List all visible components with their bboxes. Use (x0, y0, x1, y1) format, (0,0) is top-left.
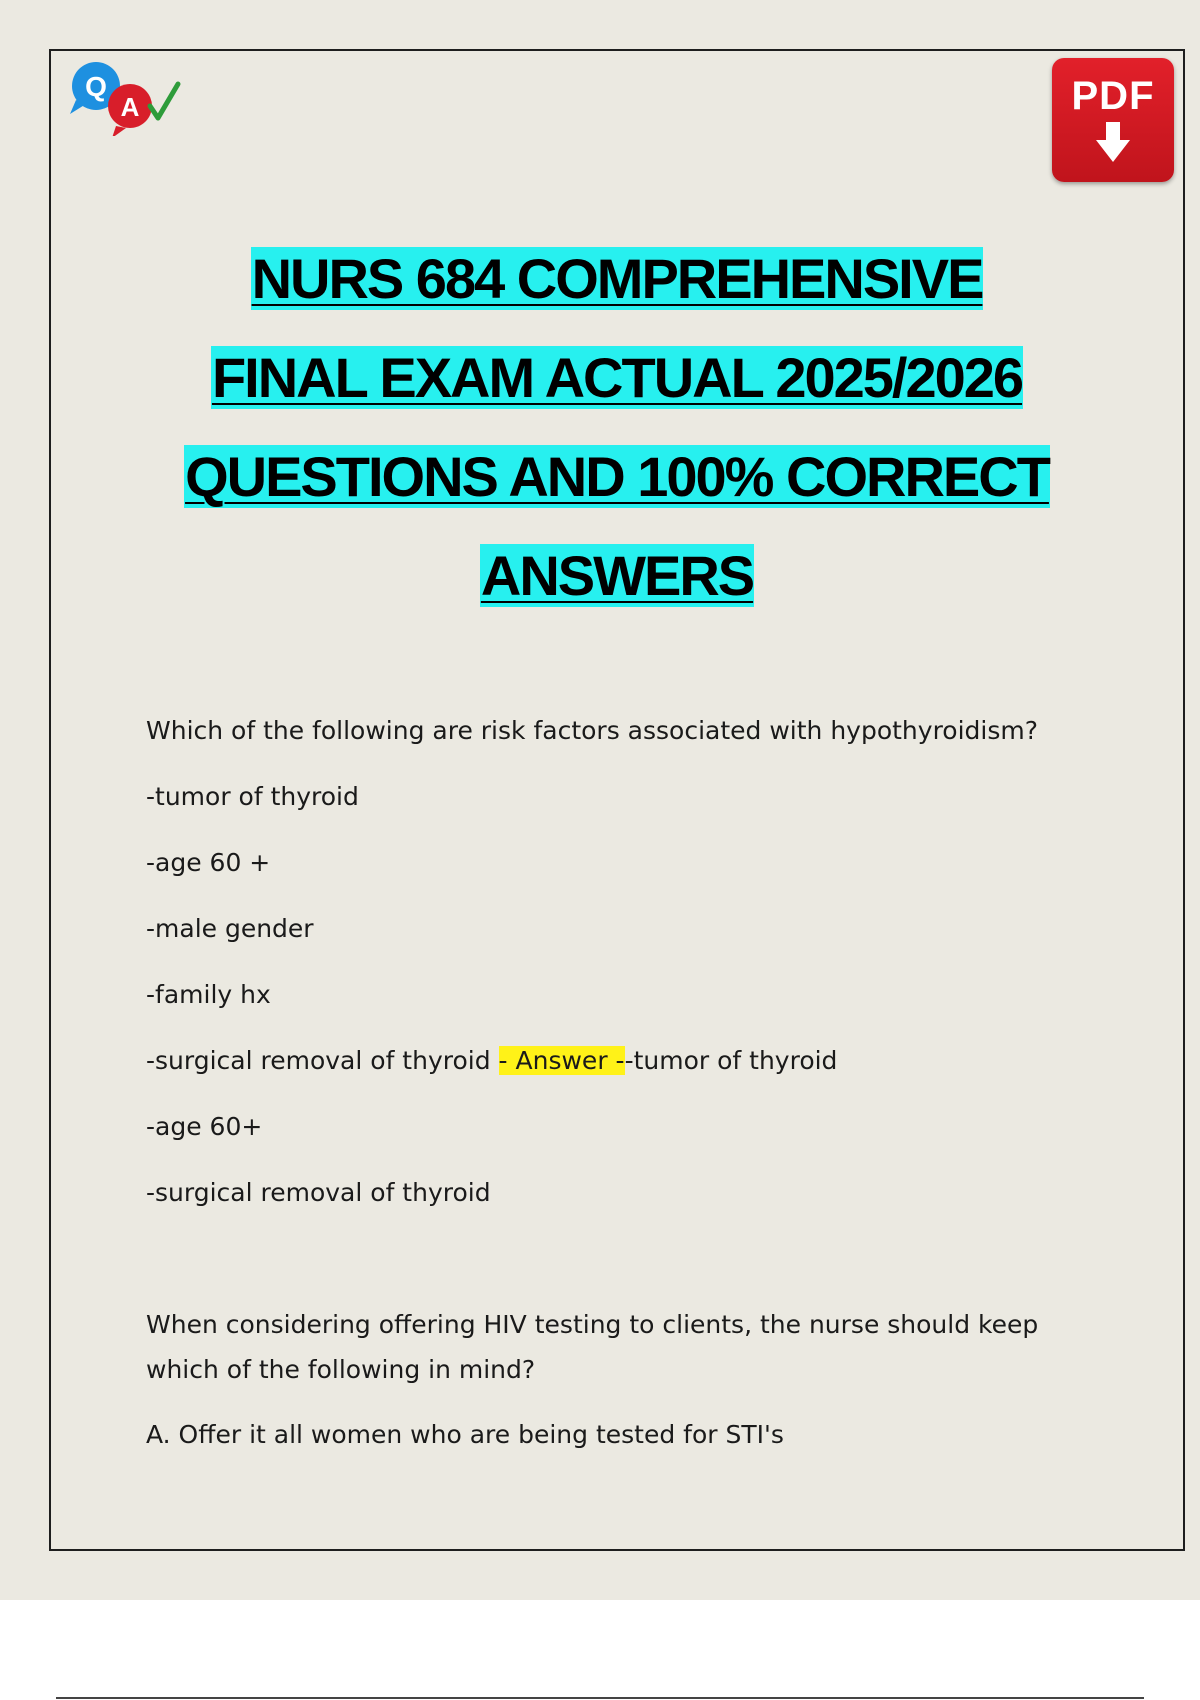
pdf-label: PDF (1071, 74, 1155, 118)
question-1-option: -family hx (146, 980, 271, 1009)
svg-text:Q: Q (85, 71, 107, 102)
title-line-1: NURS 684 COMPREHENSIVE (251, 247, 983, 310)
question-1-option: -tumor of thyroid (146, 782, 359, 811)
title-line-4: ANSWERS (480, 544, 754, 607)
footer-divider (56, 1697, 1144, 1699)
svg-text:A: A (120, 92, 140, 122)
question-2-prompt: When considering offering HIV testing to clients, the nurse should keep which of the following in mind? (146, 1310, 1039, 1384)
question-1-option: -age 60 + (146, 848, 271, 877)
question-2-option-a: A. Offer it all women who are being tested for STI's (146, 1420, 784, 1449)
question-1-answer-line (146, 1038, 1106, 1104)
question-1-answer-item: -age 60+ (146, 1112, 263, 1141)
question-list (146, 708, 1106, 1478)
question-1-prompt: Which of the following are risk factors associated with hypothyroidism? (146, 716, 1039, 745)
answer-line-prefix: -surgical removal of thyroid (146, 1046, 499, 1075)
question-1-option: -male gender (146, 914, 314, 943)
answer-marker-highlight: - Answer - (498, 1046, 625, 1075)
title-line-2: FINAL EXAM ACTUAL 2025/2026 (211, 346, 1023, 409)
answer-line-suffix: -tumor of thyroid (624, 1046, 838, 1075)
qa-check-logo-icon (66, 56, 196, 136)
question-1-answer-item: -surgical removal of thyroid (146, 1178, 491, 1207)
pdf-download-button[interactable] (1052, 58, 1174, 182)
title-line-3: QUESTIONS AND 100% CORRECT (185, 445, 1049, 508)
document-title (49, 240, 1185, 636)
download-arrow-icon (1093, 120, 1133, 164)
